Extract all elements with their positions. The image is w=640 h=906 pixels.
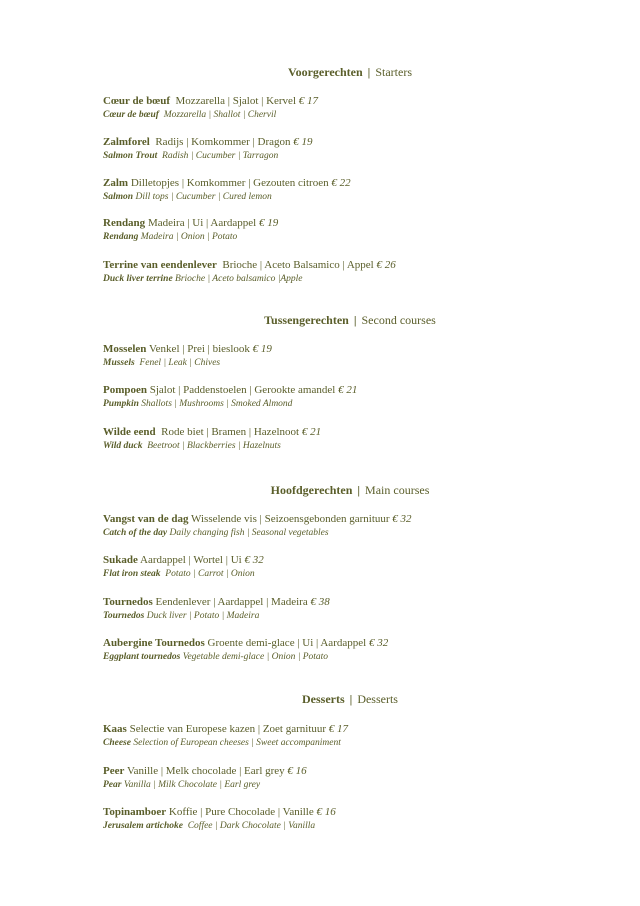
dish-desc-nl: Mozzarella | Sjalot | Kervel bbox=[175, 95, 296, 107]
dish-name-en: Pear bbox=[103, 780, 122, 790]
dish-desc-nl: Venkel | Prei | bieslook bbox=[148, 343, 250, 355]
section-title-nl: Hoofdgerechten bbox=[270, 483, 353, 497]
dish-desc-nl: Aardappel | Wortel | Ui bbox=[140, 554, 242, 566]
dish-desc-en: Potato | Carrot | Onion bbox=[165, 569, 255, 579]
dish-price: € 38 bbox=[310, 596, 330, 608]
menu-item bbox=[103, 176, 351, 204]
dish-name-en: Wild duck bbox=[103, 441, 143, 451]
section-title-second-courses bbox=[0, 313, 640, 327]
dish-name-en: Pumpkin bbox=[103, 399, 139, 409]
section-title-separator: | bbox=[353, 313, 357, 327]
menu-item bbox=[103, 805, 336, 833]
section-title-nl: Tussengerechten bbox=[264, 313, 349, 327]
dish-desc-en: Radish | Cucumber | Tarragon bbox=[162, 151, 279, 161]
dish-name-en: Duck liver terrine bbox=[103, 274, 173, 284]
dish-desc-nl: Koffie | Pure Chocolade | Vanille bbox=[168, 806, 314, 818]
dish-price: € 22 bbox=[331, 177, 351, 189]
dish-desc-en: Coffee | Dark Chocolate | Vanilla bbox=[187, 821, 316, 831]
dish-price: € 16 bbox=[287, 765, 307, 777]
dish-name-nl: Peer bbox=[103, 765, 125, 777]
section-title-desserts bbox=[0, 692, 640, 706]
dish-name-en: Cœur de bœuf bbox=[103, 110, 159, 120]
dish-name-en: Mussels bbox=[103, 358, 135, 368]
menu-item bbox=[103, 764, 307, 792]
dish-desc-nl: Brioche | Aceto Balsamico | Appel bbox=[222, 259, 374, 271]
dish-desc-nl: Madeira | Ui | Aardappel bbox=[147, 217, 257, 229]
dish-desc-nl: Groente demi-glace | Ui | Aardappel bbox=[207, 637, 367, 649]
dish-name-en: Flat iron steak bbox=[103, 569, 161, 579]
dish-price: € 19 bbox=[293, 136, 313, 148]
dish-name-nl: Aubergine Tournedos bbox=[103, 637, 205, 649]
section-title-en: Desserts bbox=[357, 692, 398, 706]
section-title-separator: | bbox=[357, 483, 361, 497]
dish-price: € 21 bbox=[338, 384, 358, 396]
dish-desc-en: Mozzarella | Shallot | Chervil bbox=[163, 110, 277, 120]
dish-desc-en: Brioche | Aceto balsamico |Apple bbox=[175, 274, 303, 284]
section-title-nl: Voorgerechten bbox=[288, 65, 363, 79]
dish-desc-nl: Wisselende vis | Seizoensgebonden garnituur bbox=[191, 513, 390, 525]
dish-name-nl: Sukade bbox=[103, 554, 138, 566]
section-title-separator: | bbox=[349, 692, 353, 706]
dish-name-en: Jerusalem artichoke bbox=[103, 821, 183, 831]
dish-desc-nl: Selectie van Europese kazen | Zoet garnituur bbox=[129, 723, 327, 735]
dish-name-en: Salmon bbox=[103, 192, 134, 202]
dish-desc-en: Madeira | Onion | Potato bbox=[140, 232, 238, 242]
dish-name-en: Salmon Trout bbox=[103, 151, 158, 161]
menu-item bbox=[103, 595, 330, 623]
section-title-en: Second courses bbox=[361, 313, 436, 327]
dish-desc-nl: Rode biet | Bramen | Hazelnoot bbox=[161, 426, 300, 438]
dish-name-nl: Topinamboer bbox=[103, 806, 167, 818]
dish-name-nl: Pompoen bbox=[103, 384, 147, 396]
dish-desc-en: Beetroot | Blackberries | Hazelnuts bbox=[147, 441, 281, 451]
dish-desc-en: Shallots | Mushrooms | Smoked Almond bbox=[141, 399, 293, 409]
menu-item bbox=[103, 512, 412, 540]
dish-name-nl: Cœur de bœuf bbox=[103, 95, 171, 107]
dish-desc-en: Dill tops | Cucumber | Cured lemon bbox=[135, 192, 272, 202]
menu-item bbox=[103, 342, 272, 370]
section-title-nl: Desserts bbox=[302, 692, 345, 706]
dish-name-nl: Zalm bbox=[103, 177, 129, 189]
dish-desc-nl: Eendenlever | Aardappel | Madeira bbox=[155, 596, 308, 608]
menu-item bbox=[103, 636, 388, 664]
menu-item bbox=[103, 383, 357, 411]
menu-item bbox=[103, 553, 264, 581]
dish-price: € 16 bbox=[316, 806, 336, 818]
section-title-main-courses bbox=[0, 483, 640, 497]
dish-name-en: Catch of the day bbox=[103, 528, 168, 538]
menu-item bbox=[103, 425, 321, 453]
dish-price: € 32 bbox=[368, 637, 389, 649]
dish-desc-en: Duck liver | Potato | Madeira bbox=[146, 611, 260, 621]
dish-desc-en: Vanilla | Milk Chocolate | Earl grey bbox=[123, 780, 261, 790]
dish-desc-en: Selection of European cheeses | Sweet accompaniment bbox=[133, 738, 341, 748]
menu-item bbox=[103, 722, 348, 750]
dish-desc-nl: Radijs | Komkommer | Dragon bbox=[155, 136, 291, 148]
dish-desc-en: Fenel | Leak | Chives bbox=[139, 358, 221, 368]
dish-name-nl: Kaas bbox=[103, 723, 127, 735]
dish-name-en: Cheese bbox=[103, 738, 131, 748]
dish-price: € 19 bbox=[258, 217, 279, 229]
dish-name-en: Tournedos bbox=[103, 611, 145, 621]
dish-desc-en: Vegetable demi-glace | Onion | Potato bbox=[182, 652, 329, 662]
dish-name-nl: Mosselen bbox=[103, 343, 147, 355]
dish-price: € 19 bbox=[252, 343, 272, 355]
dish-price: € 26 bbox=[376, 259, 396, 271]
dish-name-nl: Rendang bbox=[103, 217, 146, 229]
dish-name-nl: Tournedos bbox=[103, 596, 153, 608]
dish-name-nl: Terrine van eendenlever bbox=[103, 259, 217, 271]
dish-price: € 21 bbox=[301, 426, 322, 438]
menu-item bbox=[103, 258, 396, 286]
dish-desc-en: Daily changing fish | Seasonal vegetables bbox=[169, 528, 329, 538]
menu-item bbox=[103, 94, 318, 122]
dish-price: € 32 bbox=[392, 513, 412, 525]
section-title-en: Main courses bbox=[365, 483, 430, 497]
menu-item bbox=[103, 135, 313, 163]
dish-desc-nl: Vanille | Melk chocolade | Earl grey bbox=[126, 765, 285, 777]
dish-price: € 32 bbox=[244, 554, 264, 566]
dish-name-nl: Zalmforel bbox=[103, 136, 150, 148]
dish-name-nl: Vangst van de dag bbox=[103, 513, 189, 525]
menu-item bbox=[103, 216, 278, 244]
dish-price: € 17 bbox=[298, 95, 318, 107]
dish-desc-nl: Sjalot | Paddenstoelen | Gerookte amandel bbox=[149, 384, 336, 396]
dish-name-en: Eggplant tournedos bbox=[103, 652, 181, 662]
section-title-starters bbox=[0, 65, 640, 79]
section-title-separator: | bbox=[367, 65, 371, 79]
section-title-en: Starters bbox=[375, 65, 412, 79]
dish-name-en: Rendang bbox=[103, 232, 139, 242]
dish-name-nl: Wilde eend bbox=[103, 426, 156, 438]
dish-desc-nl: Dilletopjes | Komkommer | Gezouten citroen bbox=[130, 177, 329, 189]
dish-price: € 17 bbox=[328, 723, 349, 735]
